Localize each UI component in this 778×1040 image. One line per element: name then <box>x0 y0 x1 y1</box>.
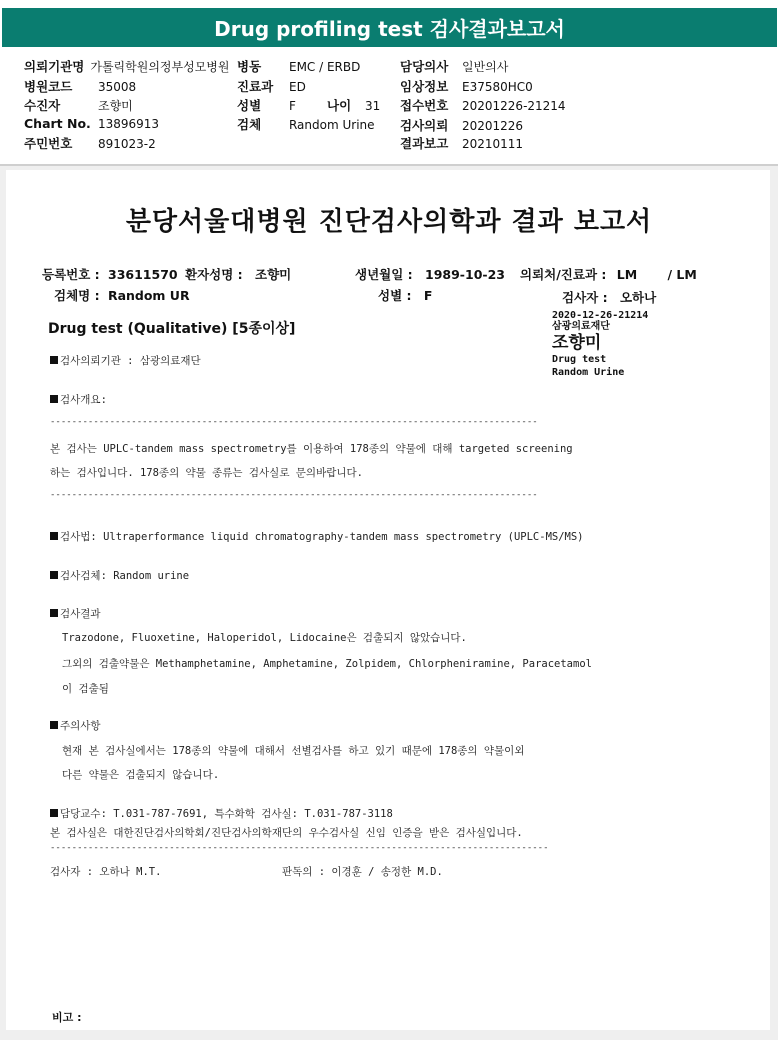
method-text: 검사법: Ultraperformance liquid chromatography-tandem mass spectrometry (UPLC-MS/MS) <box>60 531 584 543</box>
header-value: ED <box>288 80 306 94</box>
header-resident-no <box>24 134 156 152</box>
sex <box>378 286 432 304</box>
header-value: 20201226-21214 <box>461 99 566 113</box>
header-label: 병원코드 <box>24 79 73 94</box>
contact-line <box>50 806 393 821</box>
notice-heading <box>50 718 101 733</box>
header-label: 접수번호 <box>400 98 449 113</box>
bullet-square-icon <box>50 356 58 364</box>
header-label: 담당의사 <box>400 59 449 74</box>
bullet-square-icon <box>50 721 58 729</box>
label-patient: 조향미 <box>552 333 602 353</box>
header-request-date <box>400 116 523 134</box>
label-test: Drug test <box>552 354 607 365</box>
method-line <box>50 529 584 544</box>
info-label: 검체명 : <box>54 288 100 303</box>
header-label: 수진자 <box>24 98 61 113</box>
overview-line-2: 하는 검사입니다. 178종의 약물 종류는 검사실로 문의바랍니다. <box>50 467 363 479</box>
overview-line-1: 본 검사는 UPLC-tandem mass spectrometry를 이용하여 178종의 약물에 대해 targeted screening <box>50 443 573 455</box>
result-heading <box>50 606 101 621</box>
bullet-square-icon <box>50 532 58 540</box>
header-label: 성별 <box>237 98 262 113</box>
header-department <box>237 77 306 95</box>
certification-line: 본 검사실은 대한진단검사의학회/진단검사의학재단의 우수검사실 신임 인증을 받은 검사실입니다. <box>50 827 523 839</box>
header-label: 진료과 <box>237 79 274 94</box>
header-receipt-no <box>400 96 566 114</box>
header-value: 31 <box>364 99 381 113</box>
tester <box>562 288 656 306</box>
header-value: 조향미 <box>97 99 133 113</box>
header-label: 의뢰기관명 <box>24 59 85 74</box>
separator-line: ------------------------------------------------------------------------------------------ <box>50 417 538 427</box>
label-lab: 삼광의료재단 <box>552 321 610 332</box>
header-label: 결과보고 <box>400 136 449 151</box>
test-name: Drug test (Qualitative) [5종이상] <box>48 321 296 337</box>
info-value: Random UR <box>107 288 190 303</box>
header-ward <box>237 57 360 75</box>
info-label: 성별 : <box>378 288 412 303</box>
result-heading-text: 검사결과 <box>60 608 101 620</box>
separator-line: -------------------------------------------------------------------------------------------- <box>50 843 549 853</box>
specimen-label <box>552 311 648 378</box>
info-label: 등록번호 : <box>42 267 100 282</box>
bullet-square-icon <box>50 609 58 617</box>
lab-line <box>50 353 201 368</box>
overview-heading-text: 검사개요: <box>60 394 107 406</box>
header-value: E37580HC0 <box>461 80 533 94</box>
header-agency <box>24 57 229 75</box>
header-clinical-info <box>400 77 533 95</box>
bullet-square-icon <box>50 571 58 579</box>
header-value: 13896913 <box>97 117 160 131</box>
header-label: 검사의뢰 <box>400 118 449 133</box>
info-value: 오하나 <box>619 290 657 305</box>
result-line-1: Trazodone, Fluoxetine, Haloperidol, Lidocaine은 검출되지 않았습니다. <box>62 632 467 644</box>
header-value: Random Urine <box>288 118 375 132</box>
info-label: 환자성명 : <box>185 267 243 282</box>
separator-line: ------------------------------------------------------------------------------------------ <box>50 490 538 500</box>
birth-date <box>355 265 505 283</box>
notice-heading-text: 주의사항 <box>60 720 101 732</box>
header-value: EMC / ERBD <box>288 60 361 74</box>
header-age <box>327 96 380 114</box>
header-hospital-code <box>24 77 136 95</box>
info-value: F <box>423 288 433 303</box>
specimen-line <box>50 568 189 583</box>
header-value: 20201226 <box>461 119 524 133</box>
header-value: 20210111 <box>461 137 524 151</box>
header-value: 35008 <box>97 80 137 94</box>
header-sex <box>237 96 296 114</box>
specimen-text: 검사검체: Random urine <box>60 570 190 582</box>
contact-text: 담당교수: T.031-787-7691, 특수화학 검사실: T.031-787-3118 <box>60 808 393 820</box>
header-doctor <box>400 57 508 75</box>
label-specimen: Random Urine <box>552 367 625 378</box>
patient-name <box>185 265 291 283</box>
notice-line-2: 다른 약물은 검출되지 않습니다. <box>62 769 220 781</box>
info-value: 조향미 <box>255 267 292 282</box>
report-title: 분당서울대병원 진단검사의학과 결과 보고서 <box>125 207 653 237</box>
label-receipt-no: 2020-12-26-21214 <box>552 310 649 321</box>
header-label: 검체 <box>237 117 262 132</box>
overview-heading <box>50 392 107 407</box>
header-value: 가톨릭학원의정부성모병원 <box>90 60 230 74</box>
report-banner: Drug profiling test 검사결과보고서 <box>2 8 777 47</box>
header-label: 임상정보 <box>400 79 449 94</box>
info-label: 의뢰처/진료과 : <box>520 267 607 282</box>
specimen-name <box>54 286 190 304</box>
header-label: 병동 <box>237 59 262 74</box>
header-value: 891023-2 <box>97 137 156 151</box>
info-value-2: / LM <box>667 267 697 282</box>
lab-text: 검사의뢰기관 : 삼광의료재단 <box>60 355 201 367</box>
notice-line-1: 현재 본 검사실에서는 178종의 약물에 대해서 선별검사를 하고 있기 때문에 178종의 약물이외 <box>62 745 525 757</box>
bullet-square-icon <box>50 395 58 403</box>
info-label: 생년월일 : <box>355 267 413 282</box>
header-specimen <box>237 115 375 133</box>
info-label: 검사자 : <box>562 290 608 305</box>
requesting-department <box>520 265 697 283</box>
info-value: LM <box>616 267 638 282</box>
examiner: 검사자 : 오하나 M.T. <box>50 866 162 878</box>
result-line-3: 이 검출됨 <box>62 683 109 695</box>
header-value: F <box>288 99 296 113</box>
info-value: 33611570 <box>108 267 178 282</box>
header-report-date <box>400 134 523 152</box>
info-value: 1989-10-23 <box>425 267 505 282</box>
header-value: 일반의사 <box>461 60 509 74</box>
reading-physician: 판독의 : 이경훈 / 송정한 M.D. <box>282 866 443 878</box>
header-label: 나이 <box>327 98 352 113</box>
header-chart-no <box>24 116 159 131</box>
header-label: 주민번호 <box>24 136 73 151</box>
result-line-2: 그외의 검출약물은 Methamphetamine, Amphetamine, Zolpidem, Chlorpheniramine, Paracetamol <box>62 658 592 670</box>
registration-number <box>42 265 178 283</box>
bullet-square-icon <box>50 809 58 817</box>
header-patient <box>24 96 133 114</box>
remarks: 비고 : <box>52 1011 82 1024</box>
header-label: Chart No. <box>24 116 91 131</box>
